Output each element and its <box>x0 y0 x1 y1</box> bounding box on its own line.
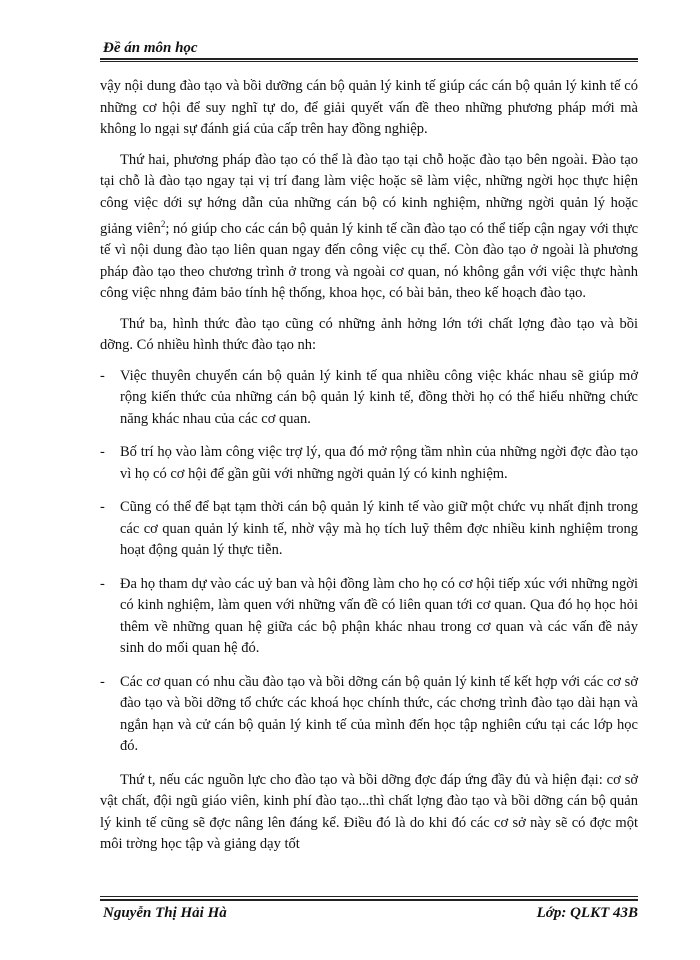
paragraph-4: Thứ t, nếu các nguồn lực cho đào tạo và bồi dỡng đợc đáp ứng đầy đủ và hiện đại: cơ sở vật chất, đội ngũ giáo viên, kinh phí đào tạo...thì chất lợng đào tạo và bồi dỡng cán bộ quản lý kinh tế cũng sẽ đợc nâng lên đáng kể. Điều đó là do khi đó các cơ sở này sẽ có đợc một môi trờng học tập và giảng dạy tốt <box>100 771 638 853</box>
footer-rule-thin <box>100 896 638 897</box>
dash-bullet: - <box>100 673 105 690</box>
dash-bullet: - <box>100 367 105 384</box>
list-item <box>100 574 638 660</box>
footer-author: Nguyễn Thị Hải Hà <box>103 905 227 921</box>
header-rule-thin <box>100 61 638 62</box>
paragraph-2 <box>100 150 638 305</box>
list-item-text: Đa họ tham dự vào các uỷ ban và hội đồng làm cho họ có cơ hội tiếp xúc với những ngời có kinh nghiệm, làm quen với những vấn đề có liên quan tới cơ quan. Qua đó họ học hỏi thêm về những quan hệ giữa các bộ phận khác nhau trong cơ quan và các vấn đề nảy sinh do mối quan hệ đó. <box>120 575 638 657</box>
header-rule <box>100 58 638 60</box>
paragraph-3: Thứ ba, hình thức đào tạo cũng có những ảnh hởng lớn tới chất lợng đào tạo và bồi dỡng. Có nhiều hình thức đào tạo nh: <box>100 315 638 354</box>
paragraph-2-text-b: ; nó giúp cho các cán bộ quản lý kinh tế cần đào tạo có thể tiếp cận ngay với thực tế vì nội dung đào tạo liên quan ngay đến công việc cụ thể. Còn đào tạo ở ngoài là phương pháp đào tạo theo chương trình ở trong và ngoài cơ quan, nó không gắn với việc thực hành công việc nhng đảm bảo tính hệ thống, khoa học, có bài bản, theo kế hoạch đào tạo. <box>100 220 639 302</box>
list-item <box>100 672 638 758</box>
list-item-text: Các cơ quan có nhu cầu đào tạo và bồi dỡng cán bộ quản lý kinh tế kết hợp với các cơ sở đào tạo và bồi dỡng tổ chức các khoá học chính thức, các chơng trình đào tạo dài hạn và ngắn hạn và cử cán bộ quản lý kinh tế của mình đến học tập nghiên cứu tại các lớp học đó. <box>120 673 638 755</box>
paragraph-1: vậy nội dung đào tạo và bồi dưỡng cán bộ quản lý kinh tế giúp các cán bộ quản lý kinh tế có những cơ hội để suy nghĩ tự do, để giải quyết vấn đề theo những phương pháp mới mà không lo ngại sự đánh giá của cấp trên hay đồng nghiệp. <box>100 78 638 137</box>
footer-rule <box>100 899 638 901</box>
document-body <box>100 76 638 865</box>
training-forms-list <box>100 366 638 758</box>
dash-bullet: - <box>100 499 105 516</box>
dash-bullet: - <box>100 444 105 461</box>
list-item <box>100 497 638 562</box>
list-item <box>100 442 638 485</box>
list-item-text: Việc thuyên chuyển cán bộ quản lý kinh tế qua nhiều công việc khác nhau sẽ giúp mở rộng kiến thức của những cán bộ quản lý kinh tế, đồng thời họ có thể hiểu những chức năng khác nhau của các cơ quan. <box>120 367 638 427</box>
list-item <box>100 366 638 431</box>
header-title: Đề án môn học <box>103 40 198 56</box>
list-item-text: Bố trí họ vào làm công việc trợ lý, qua đó mở rộng tầm nhìn của những ngời đợc đào tạo vì họ có cơ hội để gần gũi với những ngời quản lý có kinh nghiệm. <box>120 444 638 482</box>
dash-bullet: - <box>100 575 105 592</box>
footnote-ref: 2 <box>160 219 166 229</box>
list-item-text: Cũng có thể để bạt tạm thời cán bộ quản lý kinh tế vào giữ một chức vụ nhất định trong các cơ quan quản lý kinh tế, nhờ vậy mà họ tích luỹ thêm đợc nhiều kinh nghiệm trong hoạt động quản lý thực tiễn. <box>120 499 638 559</box>
paragraph-2-text-a: Thứ hai, phương pháp đào tạo có thể là đào tạo tại chỗ hoặc đào tạo bên ngoài. Đào tạo tại chỗ là đào tạo ngay tại vị trí đang làm việc hoặc sẽ làm việc, những ngời học thực hiện công việc dới sự hớng dẫn của những cán bộ có kinh nghiệm, những ngời quản lý hoặc giảng viên <box>100 151 638 237</box>
footer-class: Lớp: QLKT 43B <box>536 905 638 921</box>
